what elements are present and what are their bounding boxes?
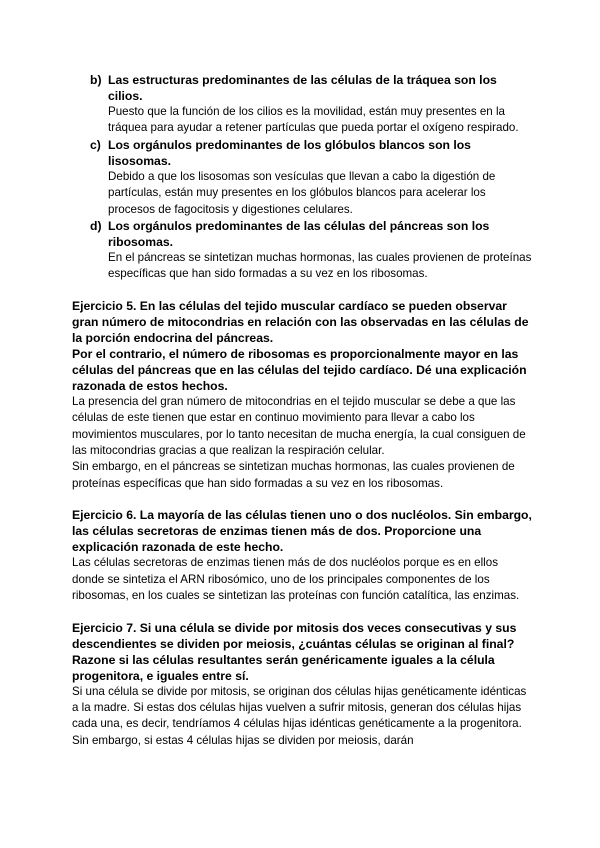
exercise-5 xyxy=(72,298,532,492)
list-item-d xyxy=(72,218,532,283)
exercise-6-question: Ejercicio 6. La mayoría de las células tienen uno o dos nucléolos. Sin embargo, las células secretoras de enzimas tienen más de dos. Proporcione una explicación razonada de este hecho. xyxy=(72,508,532,555)
exercise-5-question-1: Ejercicio 5. En las células del tejido muscular cardíaco se pueden observar gran número de mitocondrias en relación con las observadas en las células de la porción endocrina del páncreas. xyxy=(72,298,529,345)
exercise-7-answer: Si una célula se divide por mitosis, se originan dos células hijas genéticamente idénticas a la madre. Si estas dos células hijas vuelven a sufrir mitosis, generan dos células hijas cada una, es decir, tendríamos 4 células hijas idénticas genéticamente a la progenitora. Sin embargo, si estas 4 células hijas se dividen por meiosis, darán xyxy=(72,684,527,747)
exercise-5-answer-1: La presencia del gran número de mitocondrias en el tejido muscular se debe a que las células de este tienen que estar en continuo movimiento para llevar a cabo los movimientos musculares, por lo tanto necesitan de mucha energía, la cual consiguen de las mitocondrias gracias a que realizan la respiración celular. xyxy=(72,394,526,458)
exercise-5-answer-2: Sin embargo, en el páncreas se sintetizan muchas hormonas, las cuales provienen de proteínas específicas que han sido formadas a su vez en los ribosomas. xyxy=(72,460,515,490)
list-answer: En el páncreas se sintetizan muchas hormonas, las cuales provienen de proteínas específicas que han sido formadas a su vez en los ribosomas. xyxy=(108,251,532,281)
list-question: Los orgánulos predominantes de los glóbulos blancos son los lisosomas. xyxy=(108,137,471,168)
spacer xyxy=(72,605,532,620)
list-item-c xyxy=(72,137,532,218)
list-marker: d) xyxy=(90,219,102,234)
spacer xyxy=(72,492,532,507)
list-item-b xyxy=(72,72,532,137)
list-marker: b) xyxy=(90,73,102,87)
list-answer: Debido a que los lisosomas son vesículas que llevan a cabo la digestión de partículas, están muy presentes en los glóbulos blancos para acelerar los procesos de fagocitosis y digestiones celulares. xyxy=(108,169,496,216)
spacer xyxy=(72,283,532,298)
list-question: Los orgánulos predominantes de las células del páncreas son los ribosomas. xyxy=(108,219,490,250)
list-answer: Puesto que la función de los cilios es la movilidad, están muy presentes en la tráquea para ayudar a retener partículas que pueda portar el oxígeno respirado. xyxy=(108,105,519,135)
exercise-7 xyxy=(72,620,532,750)
document-content xyxy=(72,72,532,749)
exercise-7-question: Ejercicio 7. Si una célula se divide por mitosis dos veces consecutivas y sus descendientes se dividen por meiosis, ¿cuántas células se originan al final? Razone si las células resultantes serán genéricamente iguales a la célula progenitora, e iguales entre sí. xyxy=(72,620,517,683)
exercise-5-question-2: Por el contrario, el número de ribosomas es proporcionalmente mayor en las células del páncreas que en las células del tejido cardíaco. Dé una explicación razonada de estos hechos. xyxy=(72,346,527,393)
exercise-6 xyxy=(72,507,532,604)
list-question: Las estructuras predominantes de las células de la tráquea son los cilios. xyxy=(108,73,497,103)
list-marker: c) xyxy=(90,137,101,152)
exercise-6-answer: Las células secretoras de enzimas tienen más de dos nucléolos porque es en ellos donde se sintetiza el ARN ribosómico, uno de los principales componentes de los ribosomas, en los cuales se sintetizan las proteínas con función catalítica, las enzimas. xyxy=(72,556,520,603)
